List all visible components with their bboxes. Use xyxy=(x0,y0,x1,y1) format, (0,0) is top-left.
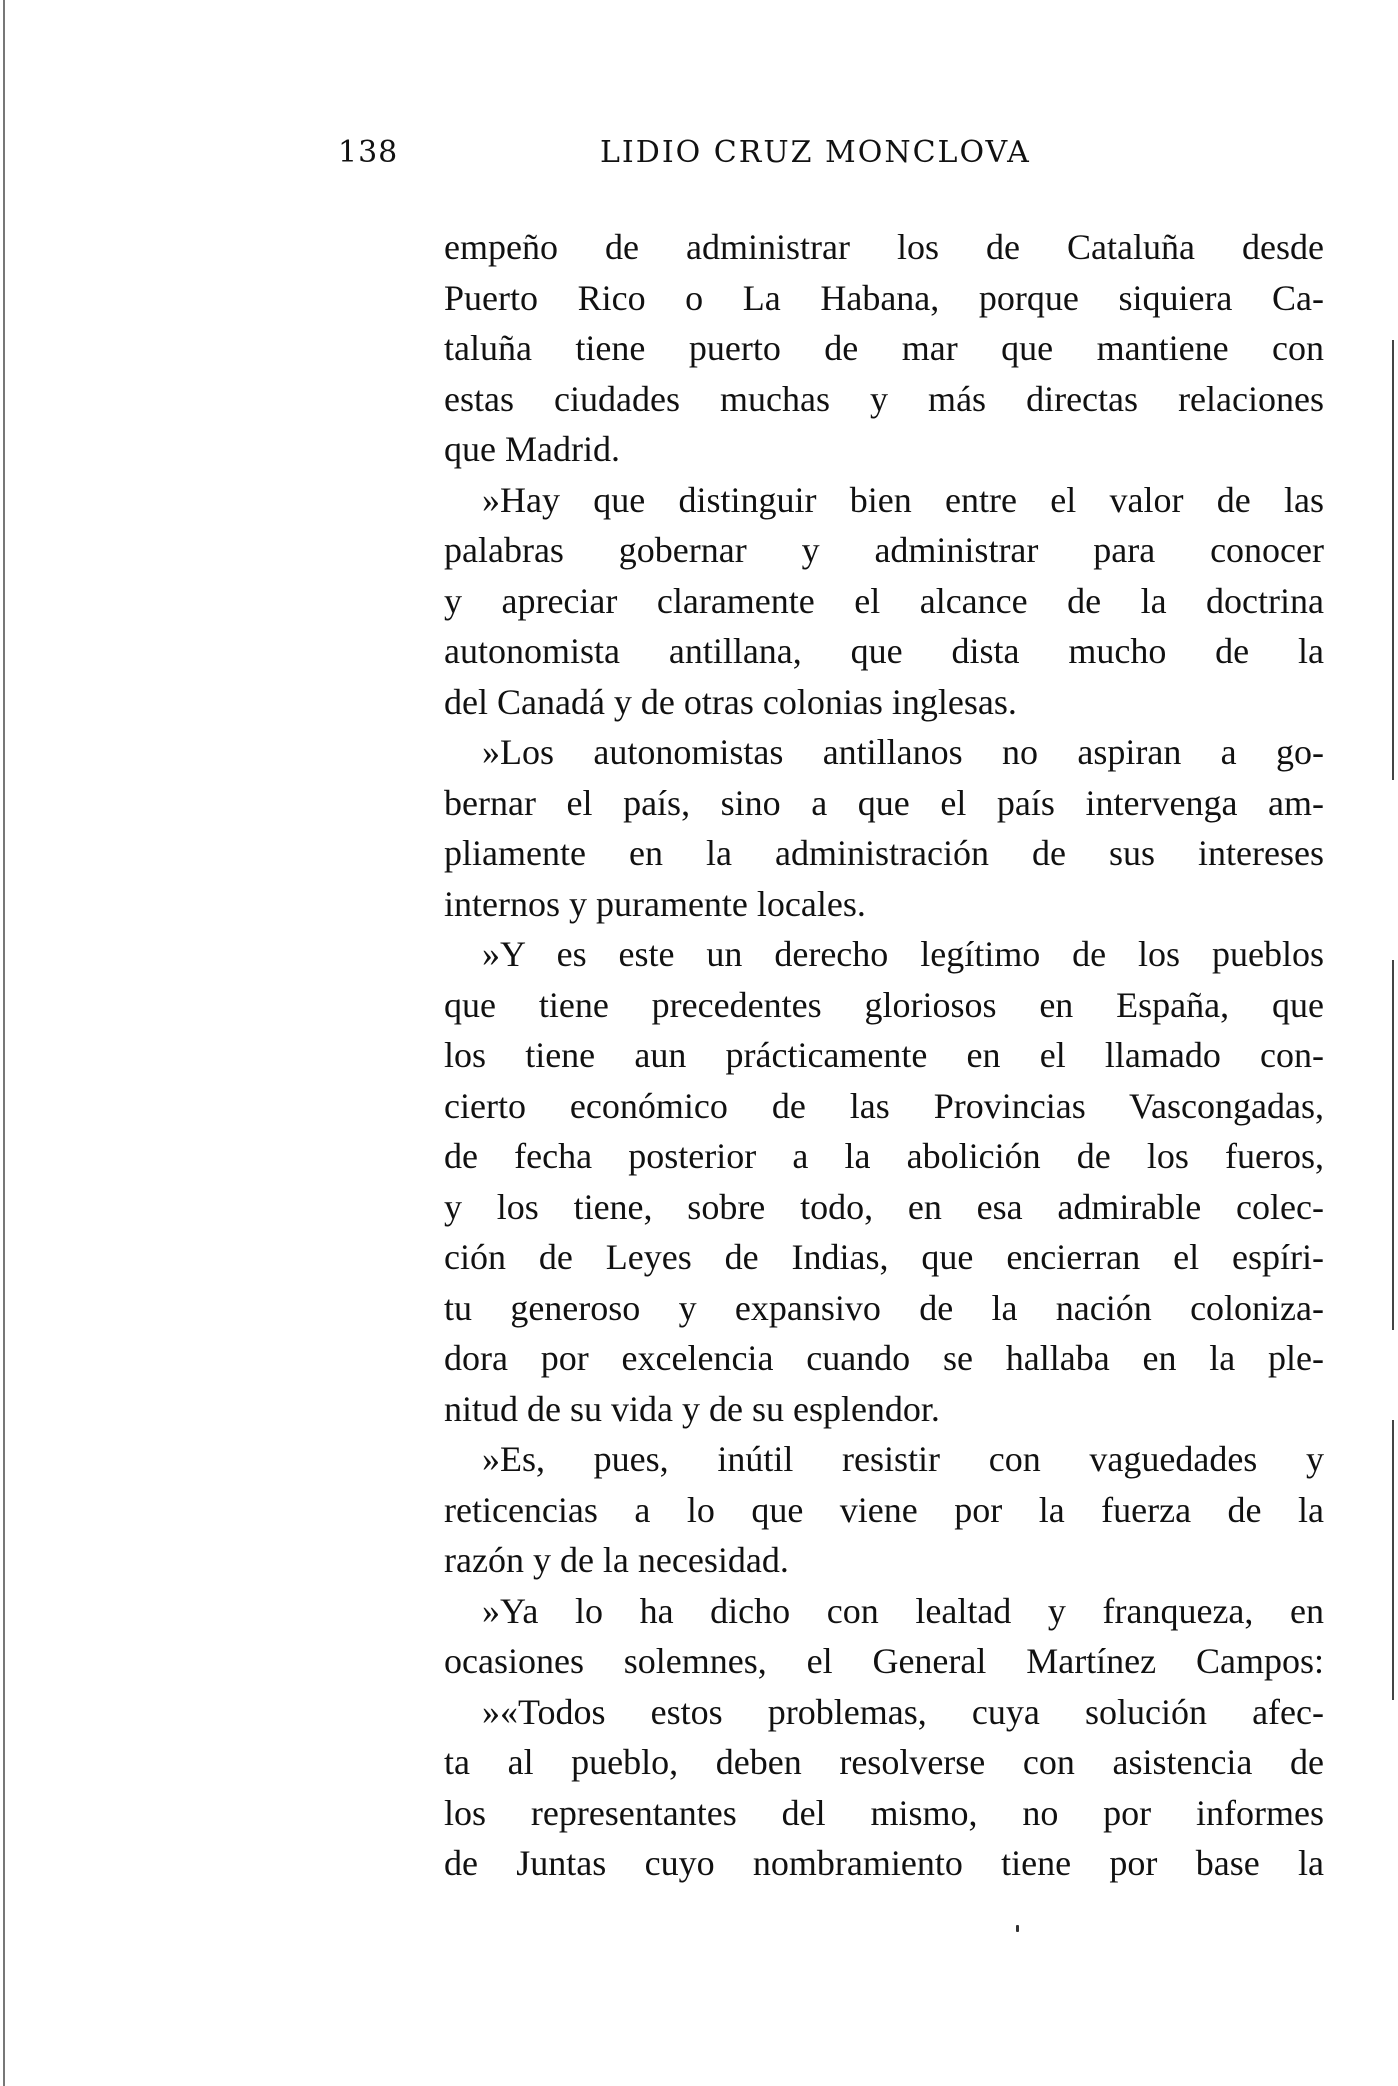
text-line: autonomista antillana, que dista mucho de la xyxy=(444,631,1324,671)
text-line: razón y de la necesidad. xyxy=(444,1540,789,1580)
margin-mark xyxy=(1392,490,1394,780)
text-line: Puerto Rico o La Habana, porque siquiera Ca- xyxy=(444,277,1324,318)
text-line: »Los autonomistas antillanos no aspiran a go- xyxy=(482,732,1324,772)
text-line: y los tiene, sobre todo, en esa admirable colec- xyxy=(444,1186,1324,1227)
text-line: »«Todos estos problemas, cuya solución afec- xyxy=(482,1691,1324,1732)
body-text xyxy=(444,222,1324,1889)
text-line: »Hay que distinguir bien entre el valor de las xyxy=(482,479,1324,520)
text-line: »Y es este un derecho legítimo de los pueblos xyxy=(482,934,1324,974)
text-line: y apreciar claramente el alcance de la doctrina xyxy=(444,580,1324,621)
text-line: taluña tiene puerto de mar que mantiene con xyxy=(444,328,1324,368)
text-line: ocasiones solemnes, el General Martínez Campos: xyxy=(444,1641,1324,1681)
print-speck xyxy=(1016,1925,1019,1932)
text-line: nitud de su vida y de su esplendor. xyxy=(444,1388,940,1429)
margin-mark xyxy=(1392,1420,1394,1700)
text-line: que Madrid. xyxy=(444,429,620,469)
text-line: ción de Leyes de Indias, que encierran el espíri- xyxy=(444,1237,1324,1277)
text-line: ta al pueblo, deben resolverse con asistencia de xyxy=(444,1742,1324,1782)
page-edge-line xyxy=(3,0,5,2086)
text-line: los representantes del mismo, no por informes xyxy=(444,1792,1324,1833)
text-line: bernar el país, sino a que el país intervenga am- xyxy=(444,782,1324,823)
text-line: cierto económico de las Provincias Vascongadas, xyxy=(444,1085,1324,1126)
running-header xyxy=(338,133,1038,173)
text-line: empeño de administrar los de Cataluña desde xyxy=(444,227,1324,267)
text-line: pliamente en la administración de sus intereses xyxy=(444,833,1324,873)
text-line: que tiene precedentes gloriosos en España, que xyxy=(444,984,1324,1025)
text-line: internos y puramente locales. xyxy=(444,883,866,924)
text-line: palabras gobernar y administrar para conocer xyxy=(444,530,1324,570)
running-title: LIDIO CRUZ MONCLOVA xyxy=(600,135,1031,170)
text-line: de Juntas cuyo nombramiento tiene por base la xyxy=(444,1843,1324,1883)
text-line: »Ya lo ha dicho con lealtad y franqueza, en xyxy=(482,1590,1324,1631)
margin-mark xyxy=(1392,960,1394,1330)
text-line: reticencias a lo que viene por la fuerza de la xyxy=(444,1489,1324,1530)
text-line: los tiene aun prácticamente en el llamado con- xyxy=(444,1035,1324,1075)
text-line: tu generoso y expansivo de la nación coloniza- xyxy=(444,1287,1324,1328)
text-line: »Es, pues, inútil resistir con vaguedades y xyxy=(482,1439,1324,1479)
page-number: 138 xyxy=(338,135,399,170)
text-line: dora por excelencia cuando se hallaba en la ple- xyxy=(444,1338,1324,1378)
text-line: de fecha posterior a la abolición de los fueros, xyxy=(444,1136,1324,1176)
text-line: del Canadá y de otras colonias inglesas. xyxy=(444,681,1017,722)
text-line: estas ciudades muchas y más directas relaciones xyxy=(444,378,1324,419)
